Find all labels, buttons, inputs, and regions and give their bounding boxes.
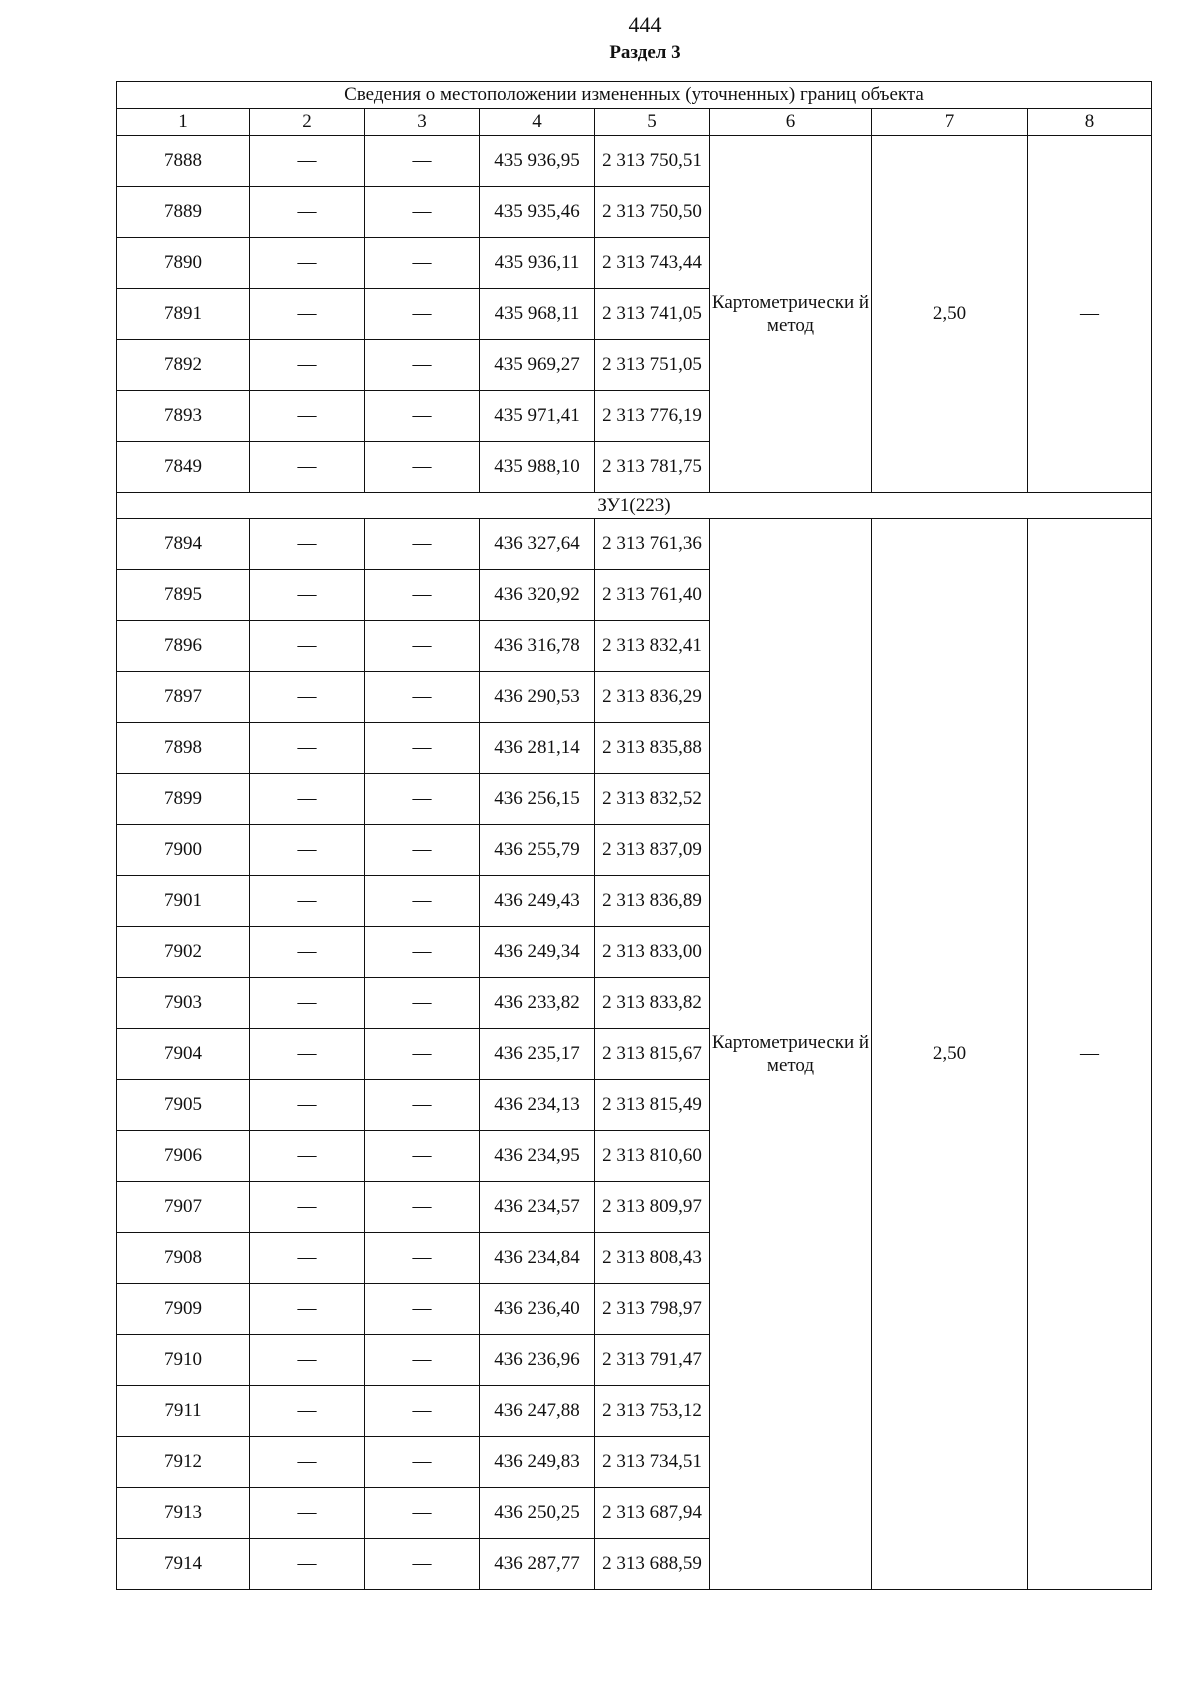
- table-row: [117, 136, 1152, 187]
- x-coordinate-cell: 436 290,53: [480, 672, 595, 723]
- y-coordinate-cell: 2 313 750,50: [595, 187, 710, 238]
- column-3-cell: —: [365, 442, 480, 493]
- column-3-cell: —: [365, 1131, 480, 1182]
- column-8-cell: —: [1028, 136, 1152, 493]
- column-header-2: 2: [250, 109, 365, 136]
- column-3-cell: —: [365, 876, 480, 927]
- y-coordinate-cell: 2 313 833,00: [595, 927, 710, 978]
- accuracy-cell: 2,50: [872, 136, 1028, 493]
- column-2-cell: —: [250, 1488, 365, 1539]
- x-coordinate-cell: 436 234,84: [480, 1233, 595, 1284]
- column-2-cell: —: [250, 1233, 365, 1284]
- column-3-cell: —: [365, 978, 480, 1029]
- column-3-cell: —: [365, 723, 480, 774]
- x-coordinate-cell: 436 233,82: [480, 978, 595, 1029]
- column-2-cell: —: [250, 289, 365, 340]
- point-number-cell: 7912: [117, 1437, 250, 1488]
- section-title: Раздел 3: [609, 42, 681, 63]
- column-3-cell: —: [365, 187, 480, 238]
- column-header-5: 5: [595, 109, 710, 136]
- column-2-cell: —: [250, 1539, 365, 1590]
- column-3-cell: —: [365, 621, 480, 672]
- y-coordinate-cell: 2 313 837,09: [595, 825, 710, 876]
- y-coordinate-cell: 2 313 836,29: [595, 672, 710, 723]
- point-number-cell: 7891: [117, 289, 250, 340]
- point-number-cell: 7889: [117, 187, 250, 238]
- column-3-cell: —: [365, 136, 480, 187]
- column-header-1: 1: [117, 109, 250, 136]
- column-2-cell: —: [250, 519, 365, 570]
- point-number-cell: 7888: [117, 136, 250, 187]
- point-number-cell: 7901: [117, 876, 250, 927]
- column-2-cell: —: [250, 1335, 365, 1386]
- x-coordinate-cell: 436 235,17: [480, 1029, 595, 1080]
- point-number-cell: 7911: [117, 1386, 250, 1437]
- y-coordinate-cell: 2 313 734,51: [595, 1437, 710, 1488]
- x-coordinate-cell: 435 969,27: [480, 340, 595, 391]
- column-2-cell: —: [250, 1029, 365, 1080]
- x-coordinate-cell: 435 968,11: [480, 289, 595, 340]
- boundary-coordinates-table: [116, 81, 1152, 1590]
- point-number-cell: 7895: [117, 570, 250, 621]
- x-coordinate-cell: 436 249,43: [480, 876, 595, 927]
- column-2-cell: —: [250, 187, 365, 238]
- point-number-cell: 7890: [117, 238, 250, 289]
- column-2-cell: —: [250, 621, 365, 672]
- column-3-cell: —: [365, 927, 480, 978]
- y-coordinate-cell: 2 313 798,97: [595, 1284, 710, 1335]
- point-number-cell: 7905: [117, 1080, 250, 1131]
- point-number-cell: 7894: [117, 519, 250, 570]
- accuracy-cell: 2,50: [872, 519, 1028, 1590]
- column-2-cell: —: [250, 238, 365, 289]
- x-coordinate-cell: 436 256,15: [480, 774, 595, 825]
- point-number-cell: 7899: [117, 774, 250, 825]
- x-coordinate-cell: 436 249,83: [480, 1437, 595, 1488]
- point-number-cell: 7896: [117, 621, 250, 672]
- y-coordinate-cell: 2 313 815,67: [595, 1029, 710, 1080]
- column-3-cell: —: [365, 1539, 480, 1590]
- column-2-cell: —: [250, 391, 365, 442]
- column-header-3: 3: [365, 109, 480, 136]
- y-coordinate-cell: 2 313 810,60: [595, 1131, 710, 1182]
- column-2-cell: —: [250, 825, 365, 876]
- page-number: 444: [628, 12, 662, 37]
- y-coordinate-cell: 2 313 833,82: [595, 978, 710, 1029]
- y-coordinate-cell: 2 313 776,19: [595, 391, 710, 442]
- x-coordinate-cell: 436 316,78: [480, 621, 595, 672]
- column-3-cell: —: [365, 1488, 480, 1539]
- point-number-cell: 7909: [117, 1284, 250, 1335]
- column-2-cell: —: [250, 978, 365, 1029]
- y-coordinate-cell: 2 313 751,05: [595, 340, 710, 391]
- point-number-cell: 7849: [117, 442, 250, 493]
- x-coordinate-cell: 436 236,40: [480, 1284, 595, 1335]
- point-number-cell: 7908: [117, 1233, 250, 1284]
- column-2-cell: —: [250, 1284, 365, 1335]
- method-cell: Картометрически й метод: [710, 136, 872, 493]
- column-2-cell: —: [250, 672, 365, 723]
- point-number-cell: 7903: [117, 978, 250, 1029]
- column-3-cell: —: [365, 570, 480, 621]
- column-3-cell: —: [365, 1080, 480, 1131]
- table-row: [117, 519, 1152, 570]
- column-2-cell: —: [250, 1182, 365, 1233]
- column-2-cell: —: [250, 570, 365, 621]
- group-label: ЗУ1(223): [117, 493, 1152, 519]
- group-label-row: [117, 493, 1152, 519]
- y-coordinate-cell: 2 313 750,51: [595, 136, 710, 187]
- y-coordinate-cell: 2 313 832,41: [595, 621, 710, 672]
- x-coordinate-cell: 436 234,95: [480, 1131, 595, 1182]
- point-number-cell: 7906: [117, 1131, 250, 1182]
- column-header-4: 4: [480, 109, 595, 136]
- y-coordinate-cell: 2 313 791,47: [595, 1335, 710, 1386]
- x-coordinate-cell: 436 250,25: [480, 1488, 595, 1539]
- y-coordinate-cell: 2 313 753,12: [595, 1386, 710, 1437]
- column-3-cell: —: [365, 1182, 480, 1233]
- column-2-cell: —: [250, 1386, 365, 1437]
- x-coordinate-cell: 436 320,92: [480, 570, 595, 621]
- column-2-cell: —: [250, 442, 365, 493]
- table-body: [117, 136, 1152, 1590]
- y-coordinate-cell: 2 313 741,05: [595, 289, 710, 340]
- x-coordinate-cell: 436 247,88: [480, 1386, 595, 1437]
- x-coordinate-cell: 436 234,13: [480, 1080, 595, 1131]
- column-3-cell: —: [365, 1437, 480, 1488]
- column-3-cell: —: [365, 1233, 480, 1284]
- point-number-cell: 7900: [117, 825, 250, 876]
- point-number-cell: 7914: [117, 1539, 250, 1590]
- x-coordinate-cell: 436 255,79: [480, 825, 595, 876]
- column-2-cell: —: [250, 1437, 365, 1488]
- x-coordinate-cell: 436 327,64: [480, 519, 595, 570]
- y-coordinate-cell: 2 313 761,40: [595, 570, 710, 621]
- column-8-cell: —: [1028, 519, 1152, 1590]
- column-3-cell: —: [365, 825, 480, 876]
- x-coordinate-cell: 436 236,96: [480, 1335, 595, 1386]
- column-2-cell: —: [250, 723, 365, 774]
- x-coordinate-cell: 435 988,10: [480, 442, 595, 493]
- column-3-cell: —: [365, 238, 480, 289]
- y-coordinate-cell: 2 313 809,97: [595, 1182, 710, 1233]
- point-number-cell: 7910: [117, 1335, 250, 1386]
- column-2-cell: —: [250, 1080, 365, 1131]
- column-2-cell: —: [250, 136, 365, 187]
- column-3-cell: —: [365, 289, 480, 340]
- x-coordinate-cell: 435 935,46: [480, 187, 595, 238]
- x-coordinate-cell: 435 936,95: [480, 136, 595, 187]
- method-cell: Картометрически й метод: [710, 519, 872, 1590]
- column-3-cell: —: [365, 391, 480, 442]
- table-caption: Сведения о местоположении измененных (уточненных) границ объекта: [117, 82, 1152, 109]
- y-coordinate-cell: 2 313 832,52: [595, 774, 710, 825]
- column-3-cell: —: [365, 1386, 480, 1437]
- x-coordinate-cell: 435 971,41: [480, 391, 595, 442]
- point-number-cell: 7904: [117, 1029, 250, 1080]
- column-3-cell: —: [365, 1335, 480, 1386]
- column-header-7: 7: [872, 109, 1028, 136]
- y-coordinate-cell: 2 313 761,36: [595, 519, 710, 570]
- column-3-cell: —: [365, 1029, 480, 1080]
- y-coordinate-cell: 2 313 815,49: [595, 1080, 710, 1131]
- point-number-cell: 7913: [117, 1488, 250, 1539]
- column-3-cell: —: [365, 774, 480, 825]
- point-number-cell: 7897: [117, 672, 250, 723]
- column-3-cell: —: [365, 519, 480, 570]
- column-3-cell: —: [365, 672, 480, 723]
- y-coordinate-cell: 2 313 808,43: [595, 1233, 710, 1284]
- column-2-cell: —: [250, 1131, 365, 1182]
- column-3-cell: —: [365, 340, 480, 391]
- x-coordinate-cell: 436 287,77: [480, 1539, 595, 1590]
- column-2-cell: —: [250, 340, 365, 391]
- x-coordinate-cell: 436 281,14: [480, 723, 595, 774]
- y-coordinate-cell: 2 313 743,44: [595, 238, 710, 289]
- column-3-cell: —: [365, 1284, 480, 1335]
- x-coordinate-cell: 435 936,11: [480, 238, 595, 289]
- y-coordinate-cell: 2 313 836,89: [595, 876, 710, 927]
- y-coordinate-cell: 2 313 835,88: [595, 723, 710, 774]
- y-coordinate-cell: 2 313 687,94: [595, 1488, 710, 1539]
- column-2-cell: —: [250, 927, 365, 978]
- column-header-row: [117, 109, 1152, 136]
- column-header-6: 6: [710, 109, 872, 136]
- column-2-cell: —: [250, 774, 365, 825]
- column-header-8: 8: [1028, 109, 1152, 136]
- y-coordinate-cell: 2 313 781,75: [595, 442, 710, 493]
- point-number-cell: 7907: [117, 1182, 250, 1233]
- point-number-cell: 7893: [117, 391, 250, 442]
- y-coordinate-cell: 2 313 688,59: [595, 1539, 710, 1590]
- point-number-cell: 7892: [117, 340, 250, 391]
- point-number-cell: 7902: [117, 927, 250, 978]
- point-number-cell: 7898: [117, 723, 250, 774]
- column-2-cell: —: [250, 876, 365, 927]
- x-coordinate-cell: 436 234,57: [480, 1182, 595, 1233]
- x-coordinate-cell: 436 249,34: [480, 927, 595, 978]
